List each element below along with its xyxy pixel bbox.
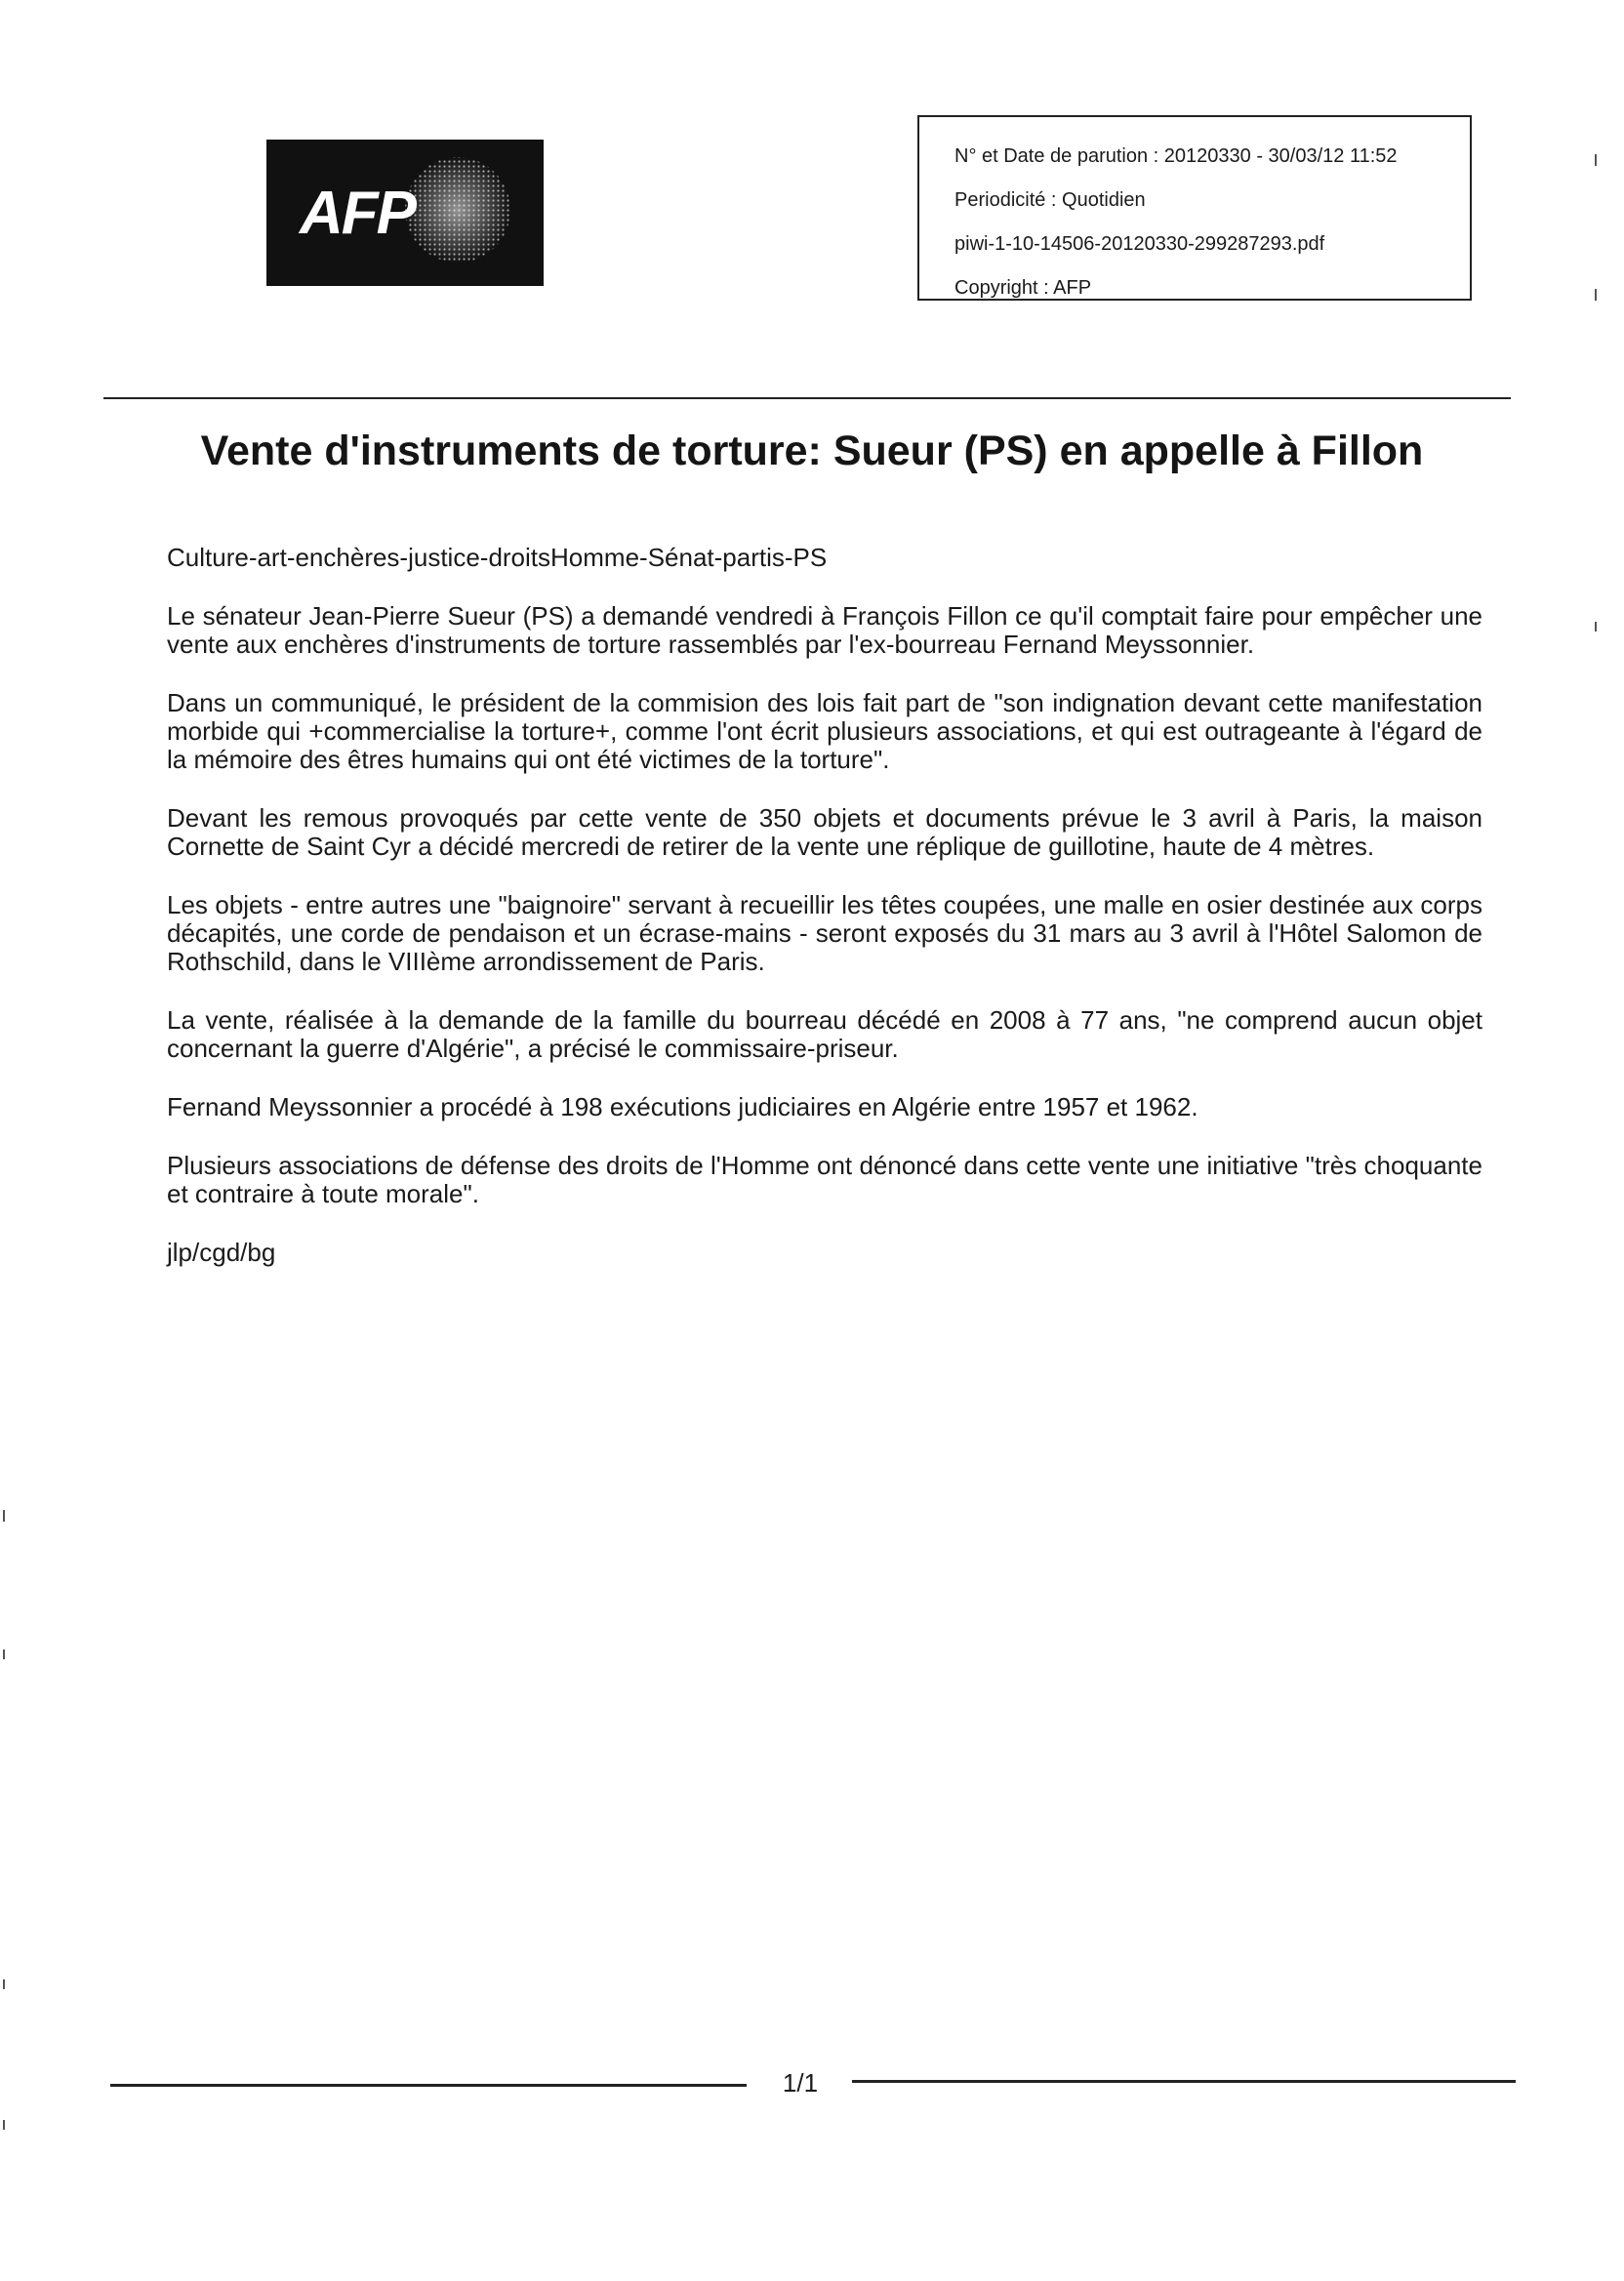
article-headline: Vente d'instruments de torture: Sueur (PS) en appelle à Fillon	[200, 428, 1424, 474]
article-paragraph: La vente, réalisée à la demande de la famille du bourreau décédé en 2008 à 77 ans, "ne comprend aucun objet concernant la guerre d'Algérie", a précisé le commissaire-priseur.	[167, 1005, 1482, 1063]
article-paragraph: Fernand Meyssonnier a procédé à 198 exécutions judiciaires en Algérie entre 1957 et 1962.	[167, 1092, 1198, 1121]
periodicity-line: Periodicité : Quotidien	[954, 189, 1146, 211]
article-paragraph: Le sénateur Jean-Pierre Sueur (PS) a demandé vendredi à François Fillon ce qu'il comptait faire pour empêcher une vente aux enchères d'instruments de torture rassemblés par l'ex-bourreau Fernand Meyssonnier.	[167, 601, 1482, 659]
copyright-line: Copyright : AFP	[954, 277, 1092, 299]
article-body	[167, 544, 1482, 1297]
scan-speck	[3, 1650, 5, 1659]
footer-divider-left	[110, 2084, 747, 2087]
scan-speck	[3, 1979, 5, 1989]
file-name-line: piwi-1-10-14506-20120330-299287293.pdf	[954, 233, 1325, 255]
footer-divider-right	[852, 2080, 1516, 2083]
afp-logo-text: AFP	[300, 180, 415, 247]
article-signature: jlp/cgd/bg	[167, 1238, 276, 1267]
scan-speck	[3, 1510, 5, 1522]
afp-logo-graphic	[266, 140, 544, 286]
scan-speck	[3, 2120, 5, 2130]
article-paragraph: Devant les remous provoqués par cette vente de 350 objets et documents prévue le 3 avril à Paris, la maison Cornette de Saint Cyr a décidé mercredi de retirer de la vente une réplique de guillotine, haute de 4 mètres.	[167, 803, 1482, 861]
header-divider	[103, 397, 1511, 399]
article-keywords: Culture-art-enchères-justice-droitsHomme-Sénat-partis-PS	[167, 543, 828, 572]
article-paragraph: Les objets - entre autres une "baignoire" servant à recueillir les têtes coupées, une malle en osier destinée aux corps décapités, une corde de pendaison et un écrase-mains - seront exposés du 31 mars au 3 avril à l'Hôtel Salomon de Rothschild, dans le VIIIème arrondissement de Paris.	[167, 890, 1482, 976]
afp-logo	[266, 140, 544, 286]
publication-info-box	[917, 115, 1472, 301]
scan-speck	[1595, 154, 1597, 166]
publication-date-line: N° et Date de parution : 20120330 - 30/03/12 11:52	[954, 145, 1398, 167]
scan-speck	[1595, 622, 1597, 631]
scan-speck	[1595, 289, 1597, 301]
article-paragraph: Plusieurs associations de défense des droits de l'Homme ont dénoncé dans cette vente une initiative "très choquante et contraire à toute morale".	[167, 1151, 1482, 1208]
page-number: 1/1	[782, 2068, 819, 2098]
article-paragraph: Dans un communiqué, le président de la commision des lois fait part de "son indignation devant cette manifestation morbide qui +commercialise la torture+, comme l'ont écrit plusieurs associations, et qui est outrageante à l'égard de la mémoire des êtres humains qui ont été victimes de la torture".	[167, 688, 1482, 774]
